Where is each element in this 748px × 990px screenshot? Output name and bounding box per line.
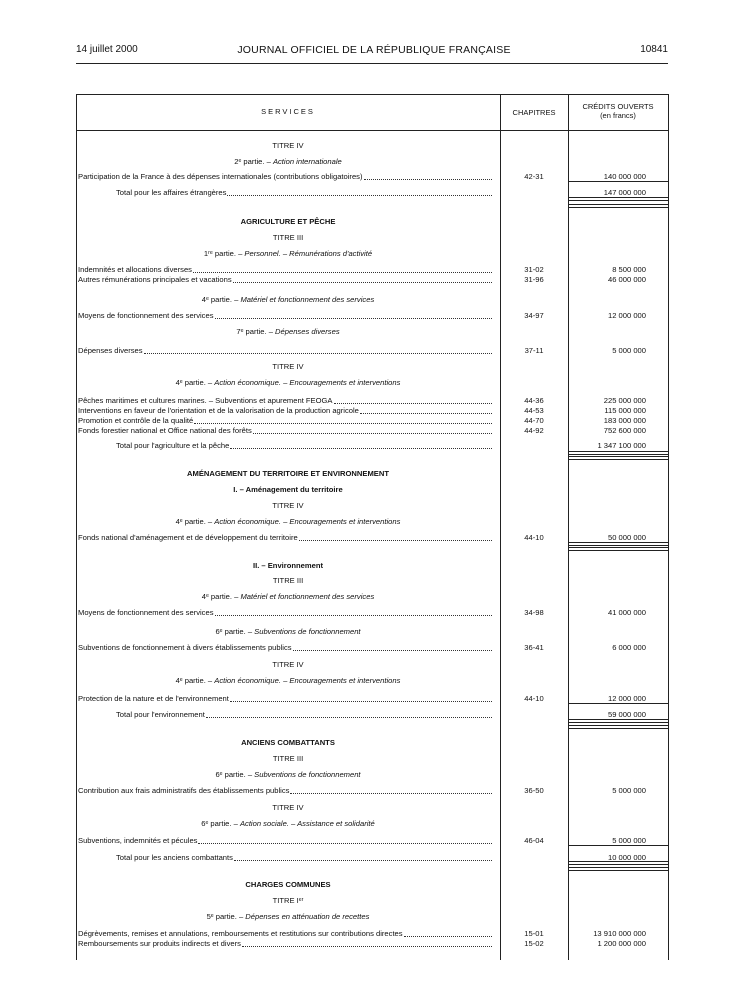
subheading-title: Personnel. – Rémunérations d'activité xyxy=(244,249,373,258)
amount-cell: 1 347 100 000 xyxy=(597,441,646,450)
dot-leader xyxy=(215,311,493,319)
dot-leader xyxy=(234,853,492,861)
column-header-services: SERVICES xyxy=(261,107,315,116)
section-separator xyxy=(568,867,668,871)
total-row xyxy=(116,441,492,451)
row-label: Total pour l'environnement xyxy=(116,710,205,719)
table-row xyxy=(78,406,492,416)
subheading-prefix: AGRICULTURE ET PÊCHE xyxy=(240,217,336,226)
column-divider-credits xyxy=(568,94,569,960)
subheading-prefix: 2ᵉ partie. – xyxy=(234,157,273,166)
journal-title: JOURNAL OFFICIEL DE LA RÉPUBLIQUE FRANÇAISE xyxy=(237,44,511,56)
subheading xyxy=(76,896,500,906)
subtotal-rule xyxy=(568,845,668,846)
subheading-prefix: TITRE IV xyxy=(272,660,304,669)
subheading-title: Dépenses en atténuation de recettes xyxy=(245,912,370,921)
subheading-prefix: 6ᵉ partie. – xyxy=(215,627,255,636)
row-label: Remboursements sur produits indirects et divers xyxy=(78,939,241,948)
amount-cell: 41 000 000 xyxy=(607,608,646,617)
subheading-title: Action économique. – Encouragements et interventions xyxy=(214,517,401,526)
subheading xyxy=(76,249,500,259)
subheading-prefix: ANCIENS COMBATTANTS xyxy=(241,738,335,747)
table-row xyxy=(78,694,492,704)
subheading-prefix: 6ᵉ partie. – xyxy=(215,770,255,779)
section-heading xyxy=(76,738,500,748)
row-label: Total pour les anciens combattants xyxy=(116,853,233,862)
subheading-prefix: TITRE IV xyxy=(272,362,304,371)
subheading-prefix: 4ᵉ partie. – xyxy=(201,592,241,601)
dot-leader xyxy=(230,441,492,449)
amount-cell: 147 000 000 xyxy=(603,188,646,197)
subheading-prefix: TITRE IV xyxy=(272,141,304,150)
column-divider-chapitres xyxy=(500,94,501,960)
header-rule xyxy=(76,63,668,64)
subheading-prefix: II. – Environnement xyxy=(252,561,324,570)
credits-unit: (en francs) xyxy=(600,111,636,120)
subheading-prefix: I. – Aménagement du territoire xyxy=(233,485,343,494)
subheading-prefix: AMÉNAGEMENT DU TERRITOIRE ET ENVIRONNEMENT xyxy=(187,469,389,478)
page-number: 10841 xyxy=(640,44,668,55)
subheading-prefix: TITRE IV xyxy=(272,501,304,510)
subheading-prefix: 5ᵉ partie. – xyxy=(206,912,246,921)
column-header-chapitres: CHAPITRES xyxy=(512,108,556,117)
section-heading xyxy=(76,469,500,479)
subheading-title: Dépenses diverses xyxy=(275,327,340,336)
row-label: Moyens de fonctionnement des services xyxy=(78,311,214,320)
subheading-prefix: 4ᵉ partie. – xyxy=(175,378,215,387)
subheading-prefix: TITRE IV xyxy=(272,803,304,812)
chapter-cell: 44-10 xyxy=(524,533,544,542)
subheading xyxy=(76,362,500,372)
chapter-cell: 31-96 xyxy=(524,275,544,284)
row-label: Autres rémunérations principales et vacations xyxy=(78,275,232,284)
section-heading xyxy=(76,561,500,571)
subheading xyxy=(76,819,500,829)
chapter-cell: 42-31 xyxy=(524,172,544,181)
chapter-cell: 15-01 xyxy=(524,929,544,938)
subheading xyxy=(76,157,500,167)
subheading xyxy=(76,576,500,586)
subheading xyxy=(76,141,500,151)
table-row xyxy=(78,836,492,846)
row-label: Promotion et contrôle de la qualité xyxy=(78,416,194,425)
amount-cell: 115 000 000 xyxy=(604,406,646,415)
amount-cell: 50 000 000 xyxy=(607,533,646,542)
subheading-prefix: 1ʳᵉ partie. – xyxy=(203,249,245,258)
chapter-cell: 36-41 xyxy=(524,643,544,652)
table-row xyxy=(78,786,492,796)
amount-cell: 5 000 000 xyxy=(612,786,646,795)
column-header-credits xyxy=(568,102,668,120)
chapter-cell: 36-50 xyxy=(524,786,544,795)
section-heading xyxy=(76,217,500,227)
subheading-title: Matériel et fonctionnement des services xyxy=(240,592,375,601)
chapter-cell: 44-36 xyxy=(524,396,544,405)
subheading xyxy=(76,912,500,922)
subheading-prefix: 4ᵉ partie. – xyxy=(201,295,241,304)
amount-cell: 12 000 000 xyxy=(607,311,646,320)
dot-leader xyxy=(233,275,492,283)
amount-cell: 225 000 000 xyxy=(603,396,646,405)
chapter-cell: 31-02 xyxy=(524,265,544,274)
dot-leader xyxy=(144,346,492,354)
double-rule xyxy=(568,542,668,546)
amount-cell: 5 000 000 xyxy=(612,836,646,845)
dot-leader xyxy=(215,608,493,616)
credits-label: CRÉDITS OUVERTS xyxy=(582,102,654,111)
section-heading xyxy=(76,485,500,495)
amount-cell: 140 000 000 xyxy=(603,172,646,181)
dot-leader xyxy=(404,929,492,937)
dot-leader xyxy=(230,694,492,702)
table-row xyxy=(78,929,492,939)
table-row xyxy=(78,643,492,653)
dot-leader xyxy=(193,265,492,273)
row-label: Protection de la nature et de l'environnement xyxy=(78,694,229,703)
total-row xyxy=(116,188,492,198)
dot-leader xyxy=(334,396,492,404)
subheading xyxy=(76,592,500,602)
table-row xyxy=(78,396,492,406)
subheading-title: Matériel et fonctionnement des services xyxy=(240,295,375,304)
dot-leader xyxy=(227,188,492,196)
subheading xyxy=(76,501,500,511)
subheading xyxy=(76,676,500,686)
subheading xyxy=(76,754,500,764)
double-rule xyxy=(568,197,668,201)
dot-leader xyxy=(293,643,492,651)
section-separator xyxy=(568,456,668,460)
row-label: Participation de la France à des dépenses internationales (contributions obligatoires) xyxy=(78,172,363,181)
subheading-title: Action économique. – Encouragements et interventions xyxy=(214,676,401,685)
subheading-prefix: TITRE III xyxy=(272,754,304,763)
amount-cell: 752 600 000 xyxy=(603,426,646,435)
subheading xyxy=(76,660,500,670)
dot-leader xyxy=(364,172,492,180)
double-rule xyxy=(568,861,668,865)
table-header-border xyxy=(76,130,668,131)
subheading-title: Subventions de fonctionnement xyxy=(254,627,361,636)
row-label: Subventions de fonctionnement à divers établissements publics xyxy=(78,643,292,652)
subheading-prefix: TITRE III xyxy=(272,576,304,585)
subheading-title: Action internationale xyxy=(272,157,342,166)
row-label: Fonds national d'aménagement et de développement du territoire xyxy=(78,533,298,542)
total-row xyxy=(116,710,492,720)
subheading xyxy=(76,627,500,637)
amount-cell: 5 000 000 xyxy=(612,346,646,355)
chapter-cell: 34-98 xyxy=(524,608,544,617)
subheading xyxy=(76,233,500,243)
row-label: Dégrèvements, remises et annulations, remboursements et restitutions sur contributions directes xyxy=(78,929,403,938)
subheading-title: Action sociale. – Assistance et solidarité xyxy=(239,819,375,828)
amount-cell: 8 500 000 xyxy=(612,265,646,274)
subtotal-rule xyxy=(568,703,668,704)
subheading-prefix: TITRE III xyxy=(272,233,304,242)
dot-leader xyxy=(206,710,492,718)
row-label: Interventions en faveur de l'orientation et de la valorisation de la production agricole xyxy=(78,406,359,415)
amount-cell: 59 000 000 xyxy=(607,710,646,719)
chapter-cell: 44-10 xyxy=(524,694,544,703)
subheading xyxy=(76,770,500,780)
subheading-prefix: 6ᵉ partie. – xyxy=(201,819,240,828)
chapter-cell: 37-11 xyxy=(524,346,544,355)
table-row xyxy=(78,533,492,543)
section-heading xyxy=(76,880,500,890)
subheading xyxy=(76,295,500,305)
row-label: Total pour les affaires étrangères xyxy=(116,188,227,197)
chapter-cell: 44-53 xyxy=(524,406,544,415)
subheading xyxy=(76,803,500,813)
amount-cell: 183 000 000 xyxy=(603,416,646,425)
subheading-prefix: 7ᵉ partie. – xyxy=(236,327,276,336)
table-row xyxy=(78,172,492,182)
header-date: 14 juillet 2000 xyxy=(76,44,138,55)
table-row xyxy=(78,265,492,275)
chapter-cell: 44-92 xyxy=(524,426,544,435)
row-label: Moyens de fonctionnement des services xyxy=(78,608,214,617)
amount-cell: 46 000 000 xyxy=(607,275,646,284)
subheading xyxy=(76,378,500,388)
section-separator xyxy=(568,547,668,551)
row-label: Total pour l'agriculture et la pêche xyxy=(116,441,230,450)
table-row xyxy=(78,346,492,356)
table-row xyxy=(78,426,492,436)
dot-leader xyxy=(242,939,492,947)
double-rule xyxy=(568,719,668,723)
chapter-cell: 46-04 xyxy=(524,836,544,845)
row-label: Contribution aux frais administratifs des établissements publics xyxy=(78,786,290,795)
amount-cell: 13 910 000 000 xyxy=(593,929,646,938)
amount-cell: 10 000 000 xyxy=(607,853,646,862)
subheading-prefix: TITRE Iᵉʳ xyxy=(272,896,304,905)
subheading-prefix: CHARGES COMMUNES xyxy=(245,880,331,889)
row-label: Fonds forestier national et Office national des forêts xyxy=(78,426,252,435)
dot-leader xyxy=(290,786,492,794)
table-row xyxy=(78,608,492,618)
table-row xyxy=(78,311,492,321)
amount-cell: 12 000 000 xyxy=(607,694,646,703)
subheading-title: Subventions de fonctionnement xyxy=(254,770,361,779)
dot-leader xyxy=(360,406,492,414)
total-row xyxy=(116,853,492,863)
subtotal-rule xyxy=(568,181,668,182)
amount-cell: 1 200 000 000 xyxy=(597,939,646,948)
subheading-prefix: 4ᵉ partie. – xyxy=(175,517,215,526)
dot-leader xyxy=(198,836,492,844)
subheading xyxy=(76,327,500,337)
chapter-cell: 34-97 xyxy=(524,311,544,320)
row-label: Subventions, indemnités et pécules xyxy=(78,836,198,845)
table-right-border xyxy=(668,94,669,960)
row-label: Dépenses diverses xyxy=(78,346,143,355)
table-top-border xyxy=(76,94,668,95)
double-rule xyxy=(568,451,668,455)
subheading xyxy=(76,517,500,527)
subheading-prefix: 4ᵉ partie. – xyxy=(175,676,215,685)
dot-leader xyxy=(299,533,492,541)
chapter-cell: 15-02 xyxy=(524,939,544,948)
row-label: Indemnités et allocations diverses xyxy=(78,265,192,274)
dot-leader xyxy=(194,416,492,424)
row-label: Pêches maritimes et cultures marines. – Subventions et apurement FEOGA xyxy=(78,396,333,405)
dot-leader xyxy=(253,426,492,434)
table-row xyxy=(78,939,492,949)
amount-cell: 6 000 000 xyxy=(612,643,646,652)
section-separator xyxy=(568,204,668,208)
table-row xyxy=(78,416,492,426)
chapter-cell: 44-70 xyxy=(524,416,544,425)
subheading-title: Action économique. – Encouragements et interventions xyxy=(214,378,401,387)
section-separator xyxy=(568,725,668,729)
table-row xyxy=(78,275,492,285)
